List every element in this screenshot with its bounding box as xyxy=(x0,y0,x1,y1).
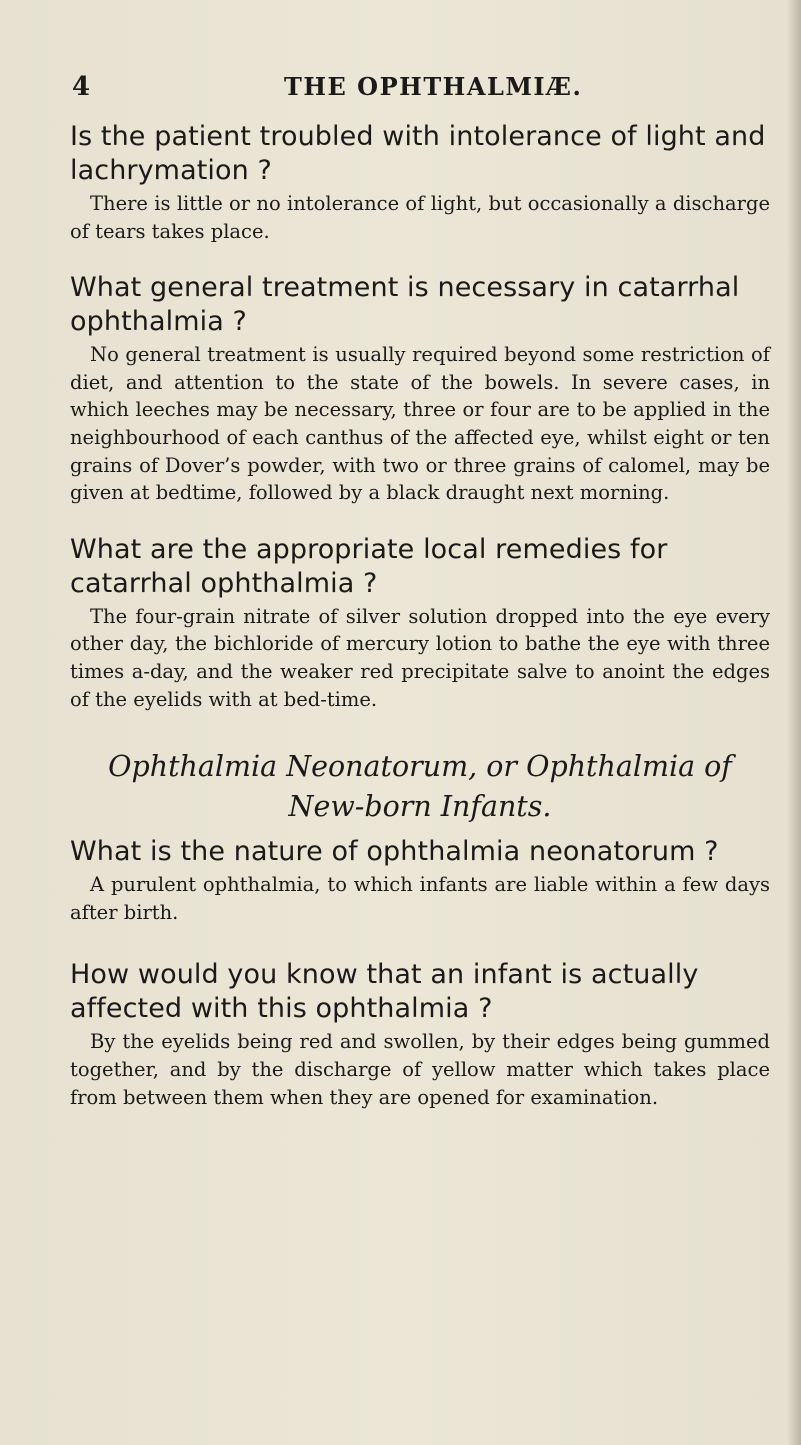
question-text: What is the nature of ophthalmia neonatorum ? xyxy=(70,836,719,868)
section-heading: Ophthalmia Neonatorum, or Ophthalmia of New-born Infants. xyxy=(108,750,732,824)
page-number: 4 xyxy=(72,72,92,102)
answer-text: There is little or no intolerance of light, but occasionally a discharge of tears takes place. xyxy=(70,192,770,243)
answer-text: A purulent ophthalmia, to which infants are liable within a few days after birth. xyxy=(70,873,770,924)
qa-block-nature-neonatorum xyxy=(70,835,770,926)
page-header xyxy=(72,72,772,112)
page-content xyxy=(70,120,770,1111)
qa-block-light-intolerance xyxy=(70,120,770,245)
answer-text: By the eyelids being red and swollen, by their edges being gummed together, and by the discharge of yellow matter which takes place from between them when they are opened for examination. xyxy=(70,1030,770,1109)
running-head: THE OPHTHALMIÆ. xyxy=(284,72,583,101)
page-edge-shadow xyxy=(787,0,801,1445)
question-text: What are the appropriate local remedies for catarrhal ophthalmia ? xyxy=(70,533,668,599)
qa-block-local-remedies xyxy=(70,533,770,713)
question-text: How would you know that an infant is actually affected with this ophthalmia ? xyxy=(70,959,699,1025)
answer-text: The four-grain nitrate of silver solution dropped into the eye every other day, the bichloride of mercury lotion to bathe the eye with three times a-day, and the weaker red precipitate salve to anoint the edges of the eyelids with at bed-time. xyxy=(70,604,770,711)
question-text: What general treatment is necessary in catarrhal ophthalmia ? xyxy=(70,272,740,338)
qa-block-general-treatment xyxy=(70,271,770,507)
qa-block-diagnosis-infant xyxy=(70,958,770,1111)
question-text: Is the patient troubled with intolerance of light and lachrymation ? xyxy=(70,121,766,186)
answer-text: No general treatment is usually required beyond some restriction of diet, and attention to the state of the bowels. In severe cases, in which leeches may be necessary, three or four are to be applied in the neighbourhood of each canthus of the affected eye, whilst eight or ten grains of Dover’s powder, with two or three grains of calomel, may be given at bedtime, followed by a black draught next morning. xyxy=(70,343,770,505)
